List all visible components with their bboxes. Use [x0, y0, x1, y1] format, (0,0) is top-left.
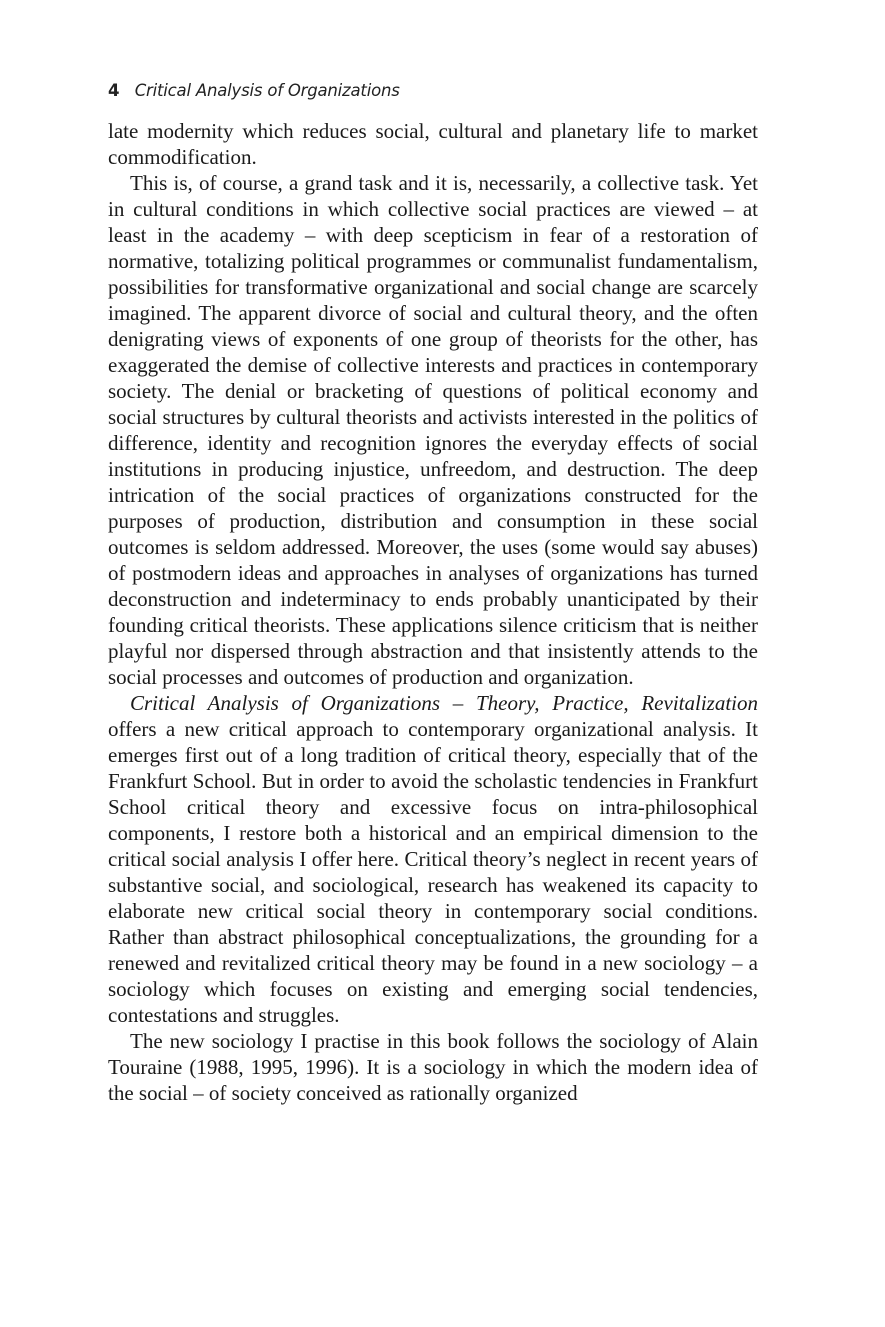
running-head — [108, 78, 758, 104]
paragraph-body: offers a new critical approach to contemporary organizational analysis. It emerges first out of a long tradition of critical theory, especially that of the Frankfurt School. But in order to avoid the scholastic tendencies in Frankfurt School critical theory and excessive focus on intra-philosophical components, I restore both a historical and an empirical dimension to the critical social analysis I offer here. Critical theory’s neglect in recent years of substantive social, and sociological, research has weakened its capacity to elaborate new critical social theory in contemporary social conditions. Rather than abstract philosophical conceptualizations, the grounding for a renewed and revitalized critical theory may be found in a new sociology – a sociology which focuses on existing and emerging social tendencies, contestations and struggles. — [108, 717, 758, 1027]
paragraph: The new sociology I practise in this book follows the sociology of Alain Touraine (1988, 1995, 1996). It is a sociology in which the modern idea of the social – of society conceived as rationally organized — [108, 1029, 758, 1105]
running-head-title: Critical Analysis of Organizations — [134, 81, 400, 100]
paragraph-continuation: late modernity which reduces social, cultural and planetary life to market commodification. — [108, 119, 758, 169]
page-number: 4 — [108, 81, 120, 100]
paragraph — [108, 690, 758, 1028]
book-page — [108, 78, 758, 1106]
book-title-italic: Critical Analysis of Organizations – Theory, Practice, Revitalization — [130, 691, 758, 715]
paragraph: This is, of course, a grand task and it is, necessarily, a collective task. Yet in cultural conditions in which collective social practices are viewed – at least in the academy – with deep scepticism in fear of a restoration of normative, totalizing political programmes or communalist fundamentalism, possibilities for transformative organizational and social change are scarcely imagined. The apparent divorce of social and cultural theory, and the often denigrating views of exponents of one group of theorists for the other, has exaggerated the demise of collective interests and practices in contemporary society. The denial or bracketing of questions of political economy and social structures by cultural theorists and activists interested in the politics of difference, identity and recognition ignores the everyday effects of social institutions in producing injustice, unfreedom, and destruction. The deep intrication of the social practices of organizations constructed for the purposes of production, distribution and consumption in these social outcomes is seldom addressed. Moreover, the uses (some would say abuses) of postmodern ideas and approaches in analyses of organizations has turned deconstruction and indeterminacy to ends probably unanticipated by their founding critical theorists. These applications silence criticism that is neither playful nor dispersed through abstraction and that insistently attends to the social processes and outcomes of production and organization. — [108, 171, 758, 689]
body-text — [108, 118, 758, 1106]
